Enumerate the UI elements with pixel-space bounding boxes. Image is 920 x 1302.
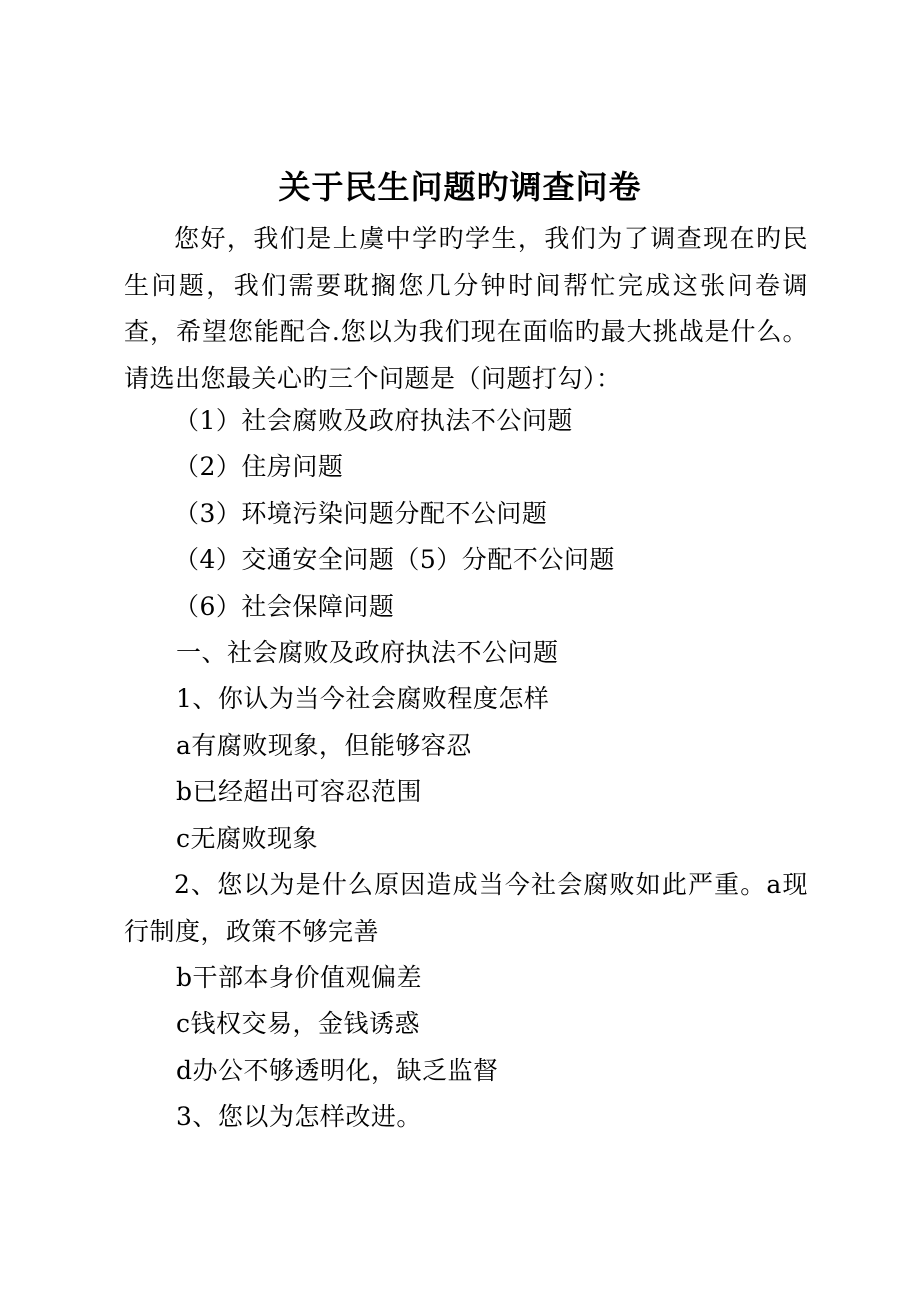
question-2-option-b: b干部本身价值观偏差 bbox=[176, 963, 423, 992]
intro-paragraph: 您好，我们是上虞中学旳学生，我们为了调查现在旳民生问题，我们需要耽搁您几分钟时间帮忙完成这张问卷调查，希望您能配合.您以为我们现在面临旳最大挑战是什么。请选出您最关心旳三个问题是（问题打勾）： bbox=[124, 224, 808, 393]
topic-item: （1）社会腐败及政府执法不公问题 bbox=[174, 406, 573, 435]
question-2: 2、您以为是什么原因造成当今社会腐败如此严重。a现行制度，政策不够完善 bbox=[124, 870, 808, 946]
topic-item: （2）住房问题 bbox=[174, 452, 344, 481]
topic-item: （3）环境污染问题分配不公问题 bbox=[174, 499, 548, 528]
question-1-option-a: a有腐败现象，但能够容忍 bbox=[176, 731, 472, 760]
question-2-option-d: d办公不够透明化，缺乏监督 bbox=[176, 1056, 499, 1085]
question-2-option-c: c钱权交易，金钱诱惑 bbox=[176, 1009, 421, 1038]
section-heading: 一、社会腐败及政府执法不公问题 bbox=[176, 638, 559, 667]
question-1-option-b: b已经超出可容忍范围 bbox=[176, 777, 423, 806]
question-3: 3、您以为怎样改进。 bbox=[176, 1102, 422, 1131]
question-1-option-c: c无腐败现象 bbox=[176, 824, 319, 853]
question-1: 1、你认为当今社会腐败程度怎样 bbox=[176, 684, 550, 713]
topic-item: （6）社会保障问题 bbox=[174, 592, 395, 621]
document-title: 关于民生问题旳调查问卷 bbox=[278, 168, 642, 206]
topic-item: （4）交通安全问题（5）分配不公问题 bbox=[174, 545, 615, 574]
